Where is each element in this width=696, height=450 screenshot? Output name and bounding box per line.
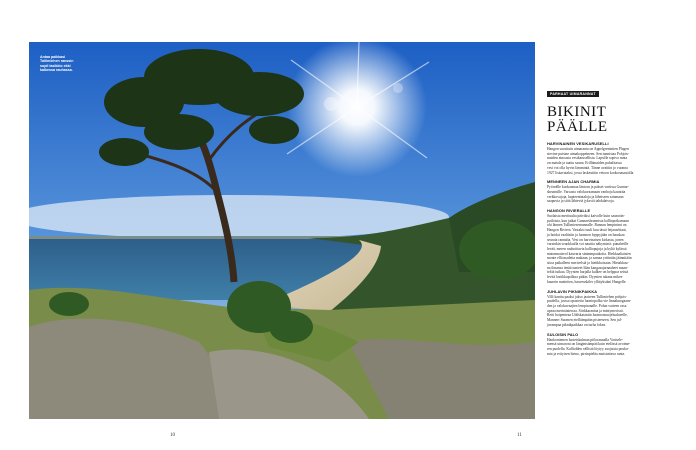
photo-caption: Antaa paikkasi Tullimiehen ranssin sopii lasikkio ekki kaikessa rauhassa. [40, 55, 74, 72]
section-body: Villi kanttu paaksi jakso jaaireen Tullimiehen pohjois- puolella, josssa opastettu luontopolku vie linnaknogaarn- den ja valokuvaajien lempiranalle. Polun varteen ossa upeaa merinäaterraa. Siirkkarantaa ja mintymerissä. Retti hoipenteaa Uddskatantin luonnonsuojelualueelle, Mannerr Suomen etelläimpään pisteeseen. Sen jul- javampaa piknikpaikkaa on turha fokea. [547, 294, 632, 327]
section-body: Pyöreälle kookasmaa läntorn ja pääset vartissa Gunnar- sbrunnille. Varsasta valokuvaamaan vanhoja kauniita verkkovajoja, kapteenintaloja ja läheiseen satamaan saapuvia ja siitä lähteviä jyksviä tahdalaivoja. [547, 185, 629, 204]
section-body: Hangon suosituin uimaranta on Appelgrenintien Plagen sievine puisine uimakoppeineen. Sen tunnistaa Pohjois- maiden ainoasta vesikarusellista. Lapsille sopiva ranta on matala ja taattu sauna. Erillämaiden puhalitassa vesi voi olla hyvin lämmintä. Tänne avattiin jo vuonna 1927 lisäavataksi, jossa laskeuttiin vetoon kookosmaatolla. [547, 147, 635, 175]
page-number-right: 11 [517, 433, 522, 438]
section-body: Hankoniemen luoteiskulman piilorannalla Vartsele- mensä uimaroni on länginisämpää kuin etelässä avoime- ren puolella. Kalliolden vällistä löytyy suojaisia pouka- mia ja erityisen hieno, pirrinpieläa muistuttava ranta. [547, 337, 631, 356]
section-title: MENNEEN AJAN CHARMIA [547, 179, 600, 185]
section-kicker: PARHAAT UIMARANNAT [547, 91, 599, 97]
section-body: Suolaista merituulta päiväksi kaivolle kuin saunotin- puiloista, kun jatkat Gunnarsbrunnista kalliopoikamaan ohi lännen Tullimiesenrannalle. Rannan lempinimi on Hangon Riviera. Vastaksi tuuli kuu tässä leijausrhtaat, ja hoidat vaaltisiin ja luonnon hyppyjään on hauskaa seurata rannalta. Vesi on harvinaisen kirkasta, jonen varsinkin seuoklaalla voi nauttia näkymistä: punaheille levää, meren rauhoittavia kalliopujoja ja kyltä kylässä matonmaiseol kauvaria sinimmpaukoita. Hiekkaaltaisien monte ellä madetta makaan, ja samaa yrttinäin jäännitään sitoa paikalleen merivelsiä ja hietikkoisaan. Hietakkau- na ilmansa tenää tunteet lilan kangasajarnaaheet maan- teltiä tutkua. Dyynien harjalla kulkee on helppoa seistä levitä lastikkupolkua pitkin. Dyynien takana mikee kaurein matteiten, haaveuskiler yllätyksiäni Hangelle. [547, 214, 632, 284]
article-section [547, 141, 667, 175]
section-title: HARVINAINEN VESIKARUSELLI [547, 141, 609, 146]
section-title: HANGON RIVIERALLE [547, 208, 591, 214]
article-column [547, 82, 667, 360]
article-section [547, 179, 667, 204]
section-title: JUHLAVIN PIKNIKPAIKKA [547, 288, 598, 294]
page-number-left: 10 [170, 433, 175, 438]
article-section [547, 289, 667, 328]
beach-photo-graphic [29, 42, 535, 419]
article-headline: BIKINIT PÄÄLLE [547, 104, 608, 135]
beach-photo [29, 42, 535, 419]
article-section [547, 332, 667, 357]
section-title: SULOISIN PALO [547, 331, 579, 337]
article-section [547, 208, 667, 285]
